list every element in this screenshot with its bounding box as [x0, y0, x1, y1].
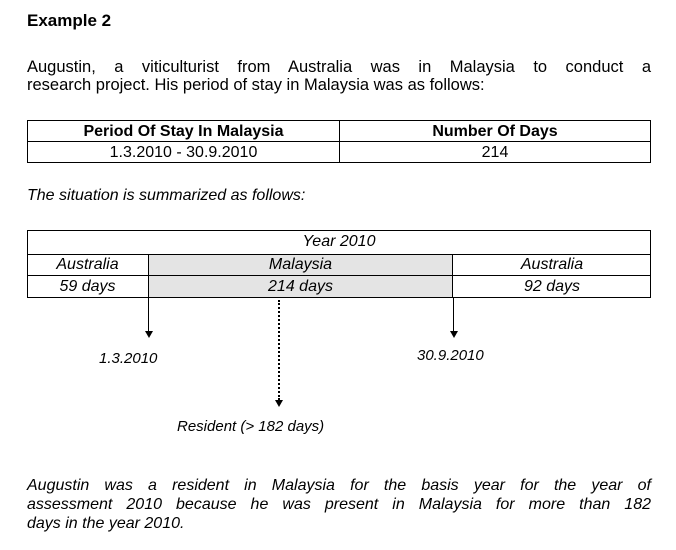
year-label: Year 2010	[302, 233, 376, 250]
end-arrow-line	[453, 298, 454, 332]
example-heading: Example 2	[27, 11, 112, 30]
summary-label: The situation is summarized as follows:	[27, 187, 306, 204]
conclusion-line-2: assessment 2010 because he was present in Malaysia for more than 182	[27, 496, 651, 513]
segment-2-days: 214 days	[268, 278, 333, 295]
intro-line-2: research project. His period of stay in Malaysia was as follows:	[27, 76, 485, 94]
stay-period-table	[27, 120, 651, 163]
start-arrow-head-icon	[145, 331, 153, 338]
end-arrow-head-icon	[450, 331, 458, 338]
start-arrow-line	[148, 298, 149, 332]
year-divider-line	[27, 254, 651, 255]
resident-dotted-line	[278, 300, 280, 400]
cell-days: 214	[340, 142, 651, 163]
intro-line-1: Augustin, a viticulturist from Australia was in Malaysia to conduct a	[27, 58, 651, 76]
conclusion-line-3: days in the year 2010.	[27, 515, 185, 532]
row-divider-line	[27, 275, 651, 276]
segment-1-country: Australia	[56, 256, 119, 273]
header-period: Period Of Stay In Malaysia	[28, 121, 340, 142]
conclusion-paragraph	[27, 476, 651, 533]
intro-paragraph	[27, 58, 651, 94]
segment-2-country: Malaysia	[268, 256, 333, 273]
cell-period: 1.3.2010 - 30.9.2010	[28, 142, 340, 163]
table-header-row	[28, 121, 651, 142]
start-date-label: 1.3.2010	[99, 350, 158, 367]
end-date-label: 30.9.2010	[417, 347, 484, 364]
header-days: Number Of Days	[340, 121, 651, 142]
resident-label: Resident (> 182 days)	[177, 418, 325, 435]
table-row	[28, 142, 651, 163]
segment-1-days: 59 days	[59, 278, 116, 295]
segment-3-country: Australia	[520, 256, 584, 273]
conclusion-line-1: Augustin was a resident in Malaysia for the basis year for the year of	[27, 477, 651, 494]
resident-arrow-head-icon	[275, 400, 283, 407]
segment-3-days: 92 days	[523, 278, 581, 295]
timeline-diagram	[27, 230, 651, 298]
